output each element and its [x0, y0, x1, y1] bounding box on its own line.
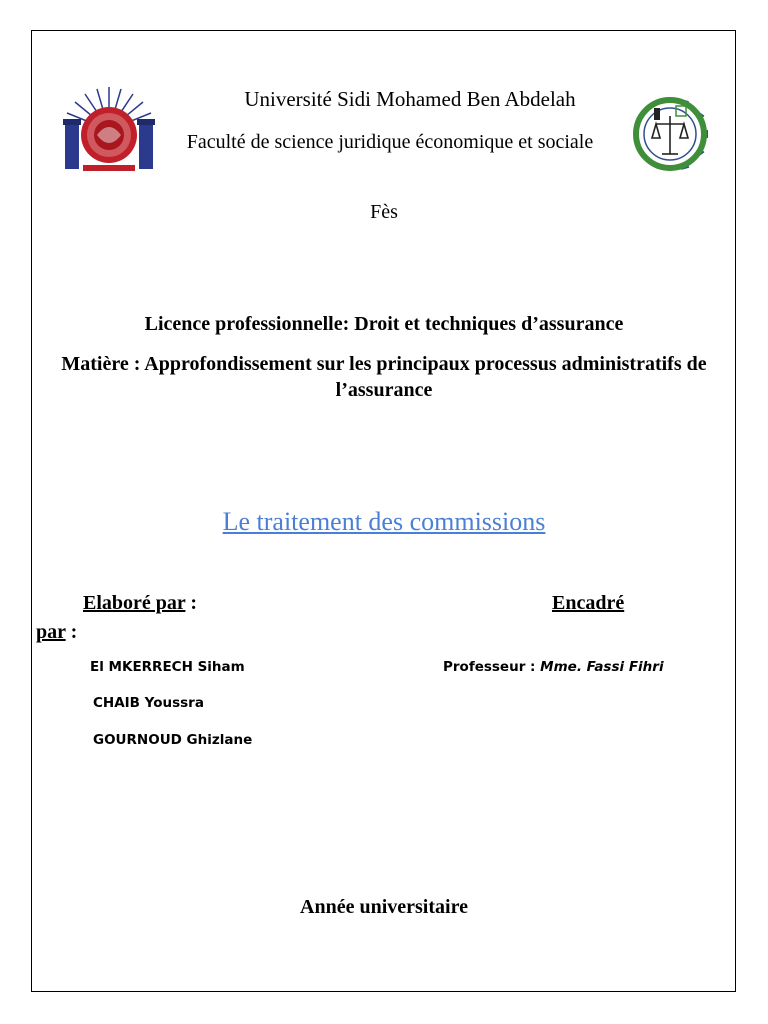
- university-name: Université Sidi Mohamed Ben Abdelah: [244, 87, 576, 111]
- elabore-par-label: [83, 590, 197, 616]
- student-name: GOURNOUD Ghizlane: [93, 732, 253, 748]
- licence-heading: Licence professionnelle: Droit et techniques d’assurance: [144, 313, 624, 335]
- student-name: CHAIB Youssra: [93, 695, 204, 711]
- faculty-name: Faculté de science juridique économique et sociale: [186, 131, 594, 153]
- matiere-heading: Matière : Approfondissement sur les principaux processus administratifs de l’assurance: [61, 353, 707, 401]
- professor-prefix: Professeur :: [443, 659, 541, 675]
- professor-name: Mme. Fassi Fihri: [540, 659, 664, 675]
- par-colon: :: [65, 621, 78, 643]
- faculty-scales-gear-icon: [624, 94, 716, 174]
- encadre-text: Encadré: [552, 592, 625, 614]
- university-emblem-icon: [57, 85, 161, 175]
- elabore-colon: :: [185, 592, 198, 614]
- par-text: par: [36, 621, 66, 643]
- student-name: El MKERRECH Siham: [90, 659, 245, 675]
- elabore-par-text: Elaboré par: [83, 592, 186, 614]
- academic-year-label: Année universitaire: [300, 896, 468, 918]
- document-title: Le traitement des commissions: [222, 507, 546, 536]
- encadre-par-label: [36, 619, 77, 645]
- city-name: Fès: [370, 201, 398, 223]
- professor-line: [443, 658, 664, 676]
- encadre-label: [552, 590, 624, 616]
